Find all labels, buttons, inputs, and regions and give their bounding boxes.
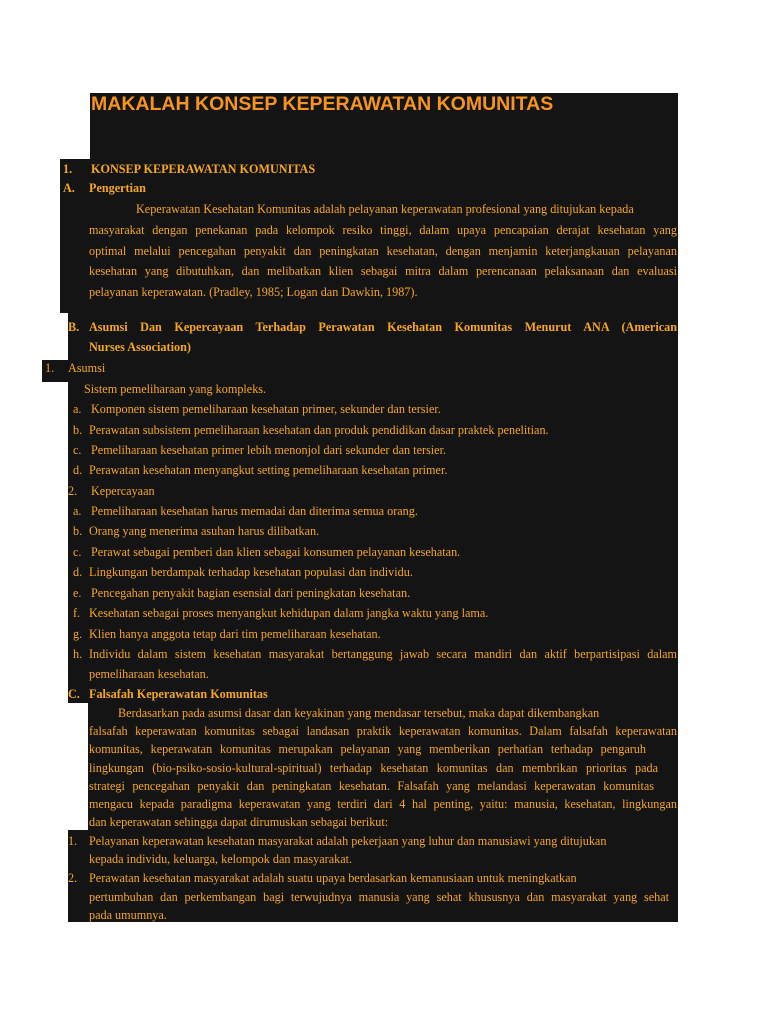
paragraph-line: Sistem pemeliharaan yang kompleks. [84,382,267,396]
page-title: MAKALAH KONSEP KEPERAWATAN KOMUNITAS [91,93,554,115]
section-heading: Pengertian [89,181,146,195]
list-marker: f. [73,606,81,620]
section-letter: B. [68,320,80,334]
section-heading: Asumsi Dan Kepercayaan Terhadap Perawatan Kesehatan Komunitas Menurut ANA (American [89,320,677,334]
paragraph-line: Keperawatan Kesehatan Komunitas adalah pelayanan keperawatan profesional yang ditujukan kepada [136,202,634,216]
list-item: Pemeliharaan kesehatan primer lebih menonjol dari sekunder dan tersier. [91,443,447,457]
list-item: Pemeliharaan kesehatan harus memadai dan diterima semua orang. [91,504,418,518]
list-item: Perawatan kesehatan masyarakat adalah suatu upaya berdasarkan kemanusiaan untuk meningkatkan [89,871,577,885]
list-item: Komponen sistem pemeliharaan kesehatan primer, sekunder dan tersier. [91,402,441,416]
paragraph-line: mengacu kepada paradigma keperawatan yang terdiri dari 4 hal penting, yaitu: manusia, kesehatan, lingkungan [89,797,677,811]
subsection-label: Asumsi [68,361,106,375]
list-marker: a. [73,402,82,416]
paragraph-line: kesehatan yang dibutuhkan, dan melibatkan klien sebagai mitra dalam perencanaan pelaksanaan dan evaluasi [89,264,677,278]
section-heading: Falsafah Keperawatan Komunitas [89,687,268,701]
list-item: Perawatan kesehatan menyangkut setting pemeliharaan kesehatan primer. [89,463,448,477]
list-item: Lingkungan berdampak terhadap kesehatan populasi dan individu. [89,565,413,579]
list-item-continuation: pada umumnya. [89,908,167,922]
list-item: Individu dalam sistem kesehatan masyarakat bertanggung jawab secara mandiri dan aktif berpartisipasi dalam [89,647,677,661]
list-number: 2. [68,484,78,498]
list-number: 2. [68,871,78,885]
section-letter: C. [68,687,80,701]
paragraph-line: optimal melalui pencegahan penyakit dan peningkatan kesehatan, dengan menjamin keterjangkauan pelayanan [89,244,677,258]
list-marker: a. [73,504,82,518]
section-letter: A. [63,181,75,195]
section-heading: KONSEP KEPERAWATAN KOMUNITAS [91,162,316,176]
list-item-continuation: pertumbuhan dan perkembangan bagi terwujudnya manusia yang sehat khususnya dan masyarakat yang sehat [89,890,669,904]
paragraph-line: lingkungan (bio-psiko-sosio-kultural-spiritual) terhadap kesehatan komunitas dan membrikan prioritas pada [89,761,658,775]
subsection-label: Kepercayaan [91,484,155,498]
paragraph-line: Berdasarkan pada asumsi dasar dan keyakinan yang mendasar tersebut, maka dapat dikembangkan [118,706,600,720]
list-marker: c. [73,545,82,559]
list-marker: h. [73,647,83,661]
list-marker: d. [73,463,83,477]
list-item: Perawat sebagai pemberi dan klien sebagai konsumen pelayanan kesehatan. [91,545,461,559]
list-marker: c. [73,443,82,457]
list-marker: g. [73,627,83,641]
list-number: 1. [68,834,78,848]
paragraph-line: pelayanan keperawatan. (Pradley, 1985; Logan dan Dawkin, 1987). [89,285,418,299]
section-heading: Nurses Association) [89,340,191,354]
list-item-continuation: pemeliharaan kesehatan. [89,667,209,681]
list-marker: e. [73,586,82,600]
paragraph-line: falsafah keperawatan komunitas sebagai landasan praktik keperawatan komunitas. Dalam falsafah keperawatan [89,724,677,738]
list-number: 1. [45,361,55,375]
list-item-continuation: kepada individu, keluarga, kelompok dan masyarakat. [89,852,353,866]
paragraph-line: masyarakat dengan penekanan pada kelompok resiko tinggi, dalam upaya pencapaian derajat kesehatan yang [89,223,677,237]
paragraph-line: dan keperawatan sehingga dapat dirumuskan sebagai berikut: [89,815,389,829]
list-item: Pencegahan penyakit bagian esensial dari peningkatan kesehatan. [91,586,411,600]
section-number: 1. [63,162,73,176]
paragraph-line: strategi pencegahan penyakit dan peningkatan kesehatan. Falsafah yang melandasi keperawatan komunitas [89,779,654,793]
list-marker: b. [73,524,83,538]
list-item: Klien hanya anggota tetap dari tim pemeliharaan kesehatan. [89,627,381,641]
list-marker: d. [73,565,83,579]
list-item: Orang yang menerima asuhan harus dilibatkan. [89,524,320,538]
list-item: Perawatan subsistem pemeliharaan kesehatan dan produk pendidikan dasar praktek penelitian. [89,423,549,437]
paragraph-line: komunitas, keperawatan komunitas merupakan pelayanan yang memberikan perhatian terhadap pengaruh [89,742,646,756]
list-item: Kesehatan sebagai proses menyangkut kehidupan dalam jangka waktu yang lama. [89,606,489,620]
list-marker: b. [73,423,83,437]
list-item: Pelayanan keperawatan kesehatan masyarakat adalah pekerjaan yang luhur dan manusiawi yang ditujukan [89,834,607,848]
